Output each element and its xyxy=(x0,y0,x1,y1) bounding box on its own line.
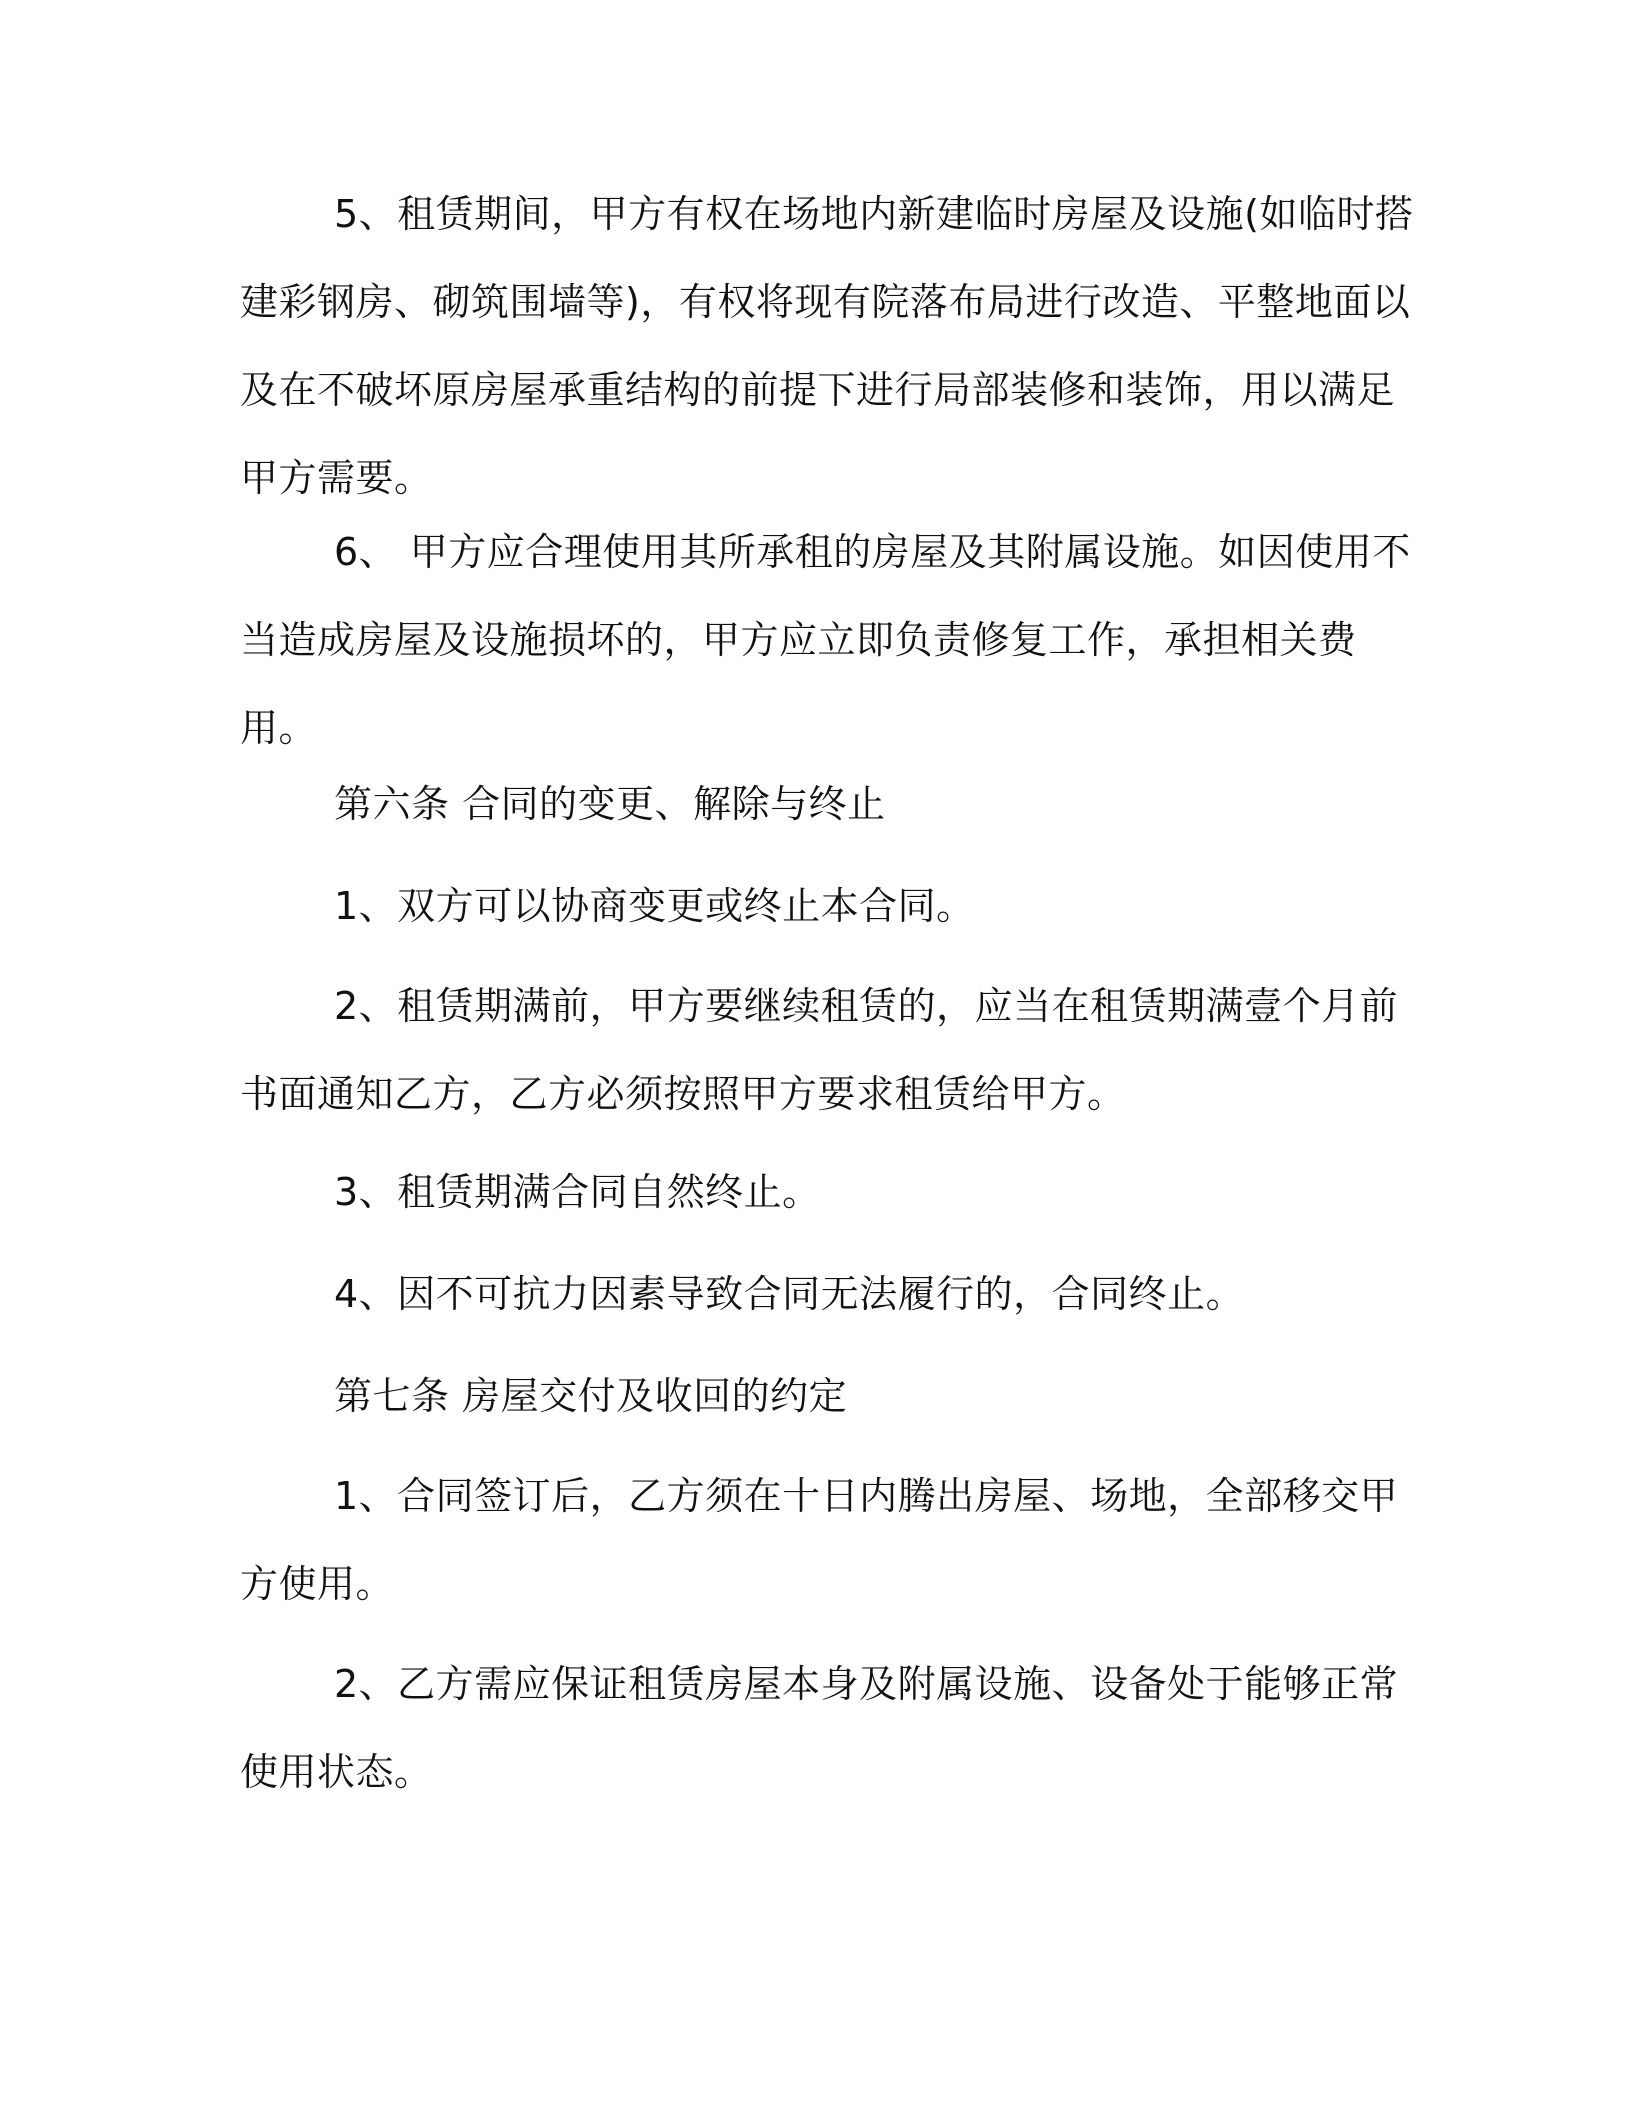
clause-5-paragraph xyxy=(240,170,1414,522)
text-line: 5、租赁期间，甲方有权在场地内新建临时房屋及设施(如临时搭 xyxy=(334,192,1414,236)
text-line: 用。 xyxy=(240,706,318,750)
text-line: 3、租赁期满合同自然终止。 xyxy=(334,1170,821,1214)
section-heading: 第六条 合同的变更、解除与终止 xyxy=(334,782,886,826)
section-heading: 第七条 房屋交付及收回的约定 xyxy=(334,1374,848,1418)
text-line: 当造成房屋及设施损坏的，甲方应立即负责修复工作，承担相关费 xyxy=(240,618,1357,662)
text-line: 6、 甲方应合理使用其所承租的房屋及其附属设施。如因使用不 xyxy=(334,530,1411,574)
text-line: 方使用。 xyxy=(240,1562,395,1606)
text-line: 2、租赁期满前，甲方要继续租赁的，应当在租赁期满壹个月前 xyxy=(334,984,1399,1028)
text-line: 甲方需要。 xyxy=(240,456,433,500)
text-line: 4、因不可抗力因素导致合同无法履行的，合同终止。 xyxy=(334,1272,1245,1316)
text-line: 书面通知乙方，乙方必须按照甲方要求租赁给甲方。 xyxy=(240,1072,1126,1116)
text-line: 1、合同签订后，乙方须在十日内腾出房屋、场地，全部移交甲 xyxy=(334,1474,1399,1518)
article-6-heading xyxy=(240,760,1360,848)
text-line: 建彩钢房、砌筑围墙等)，有权将现有院落布局进行改造、平整地面以 xyxy=(240,280,1411,324)
article-6-item-1 xyxy=(240,862,1360,950)
article-7-item-2 xyxy=(240,1640,1399,1816)
text-line: 2、乙方需应保证租赁房屋本身及附属设施、设备处于能够正常 xyxy=(334,1662,1399,1706)
article-7-item-1 xyxy=(240,1452,1399,1628)
text-line: 及在不破坏原房屋承重结构的前提下进行局部装修和装饰，用以满足 xyxy=(240,368,1396,412)
text-line: 1、双方可以协商变更或终止本合同。 xyxy=(334,884,975,928)
article-7-heading xyxy=(240,1352,1360,1440)
clause-6-paragraph xyxy=(240,508,1411,772)
article-6-item-3 xyxy=(240,1148,1360,1236)
article-6-item-4 xyxy=(240,1250,1360,1338)
article-6-item-2 xyxy=(240,962,1399,1138)
text-line: 使用状态。 xyxy=(240,1750,433,1794)
